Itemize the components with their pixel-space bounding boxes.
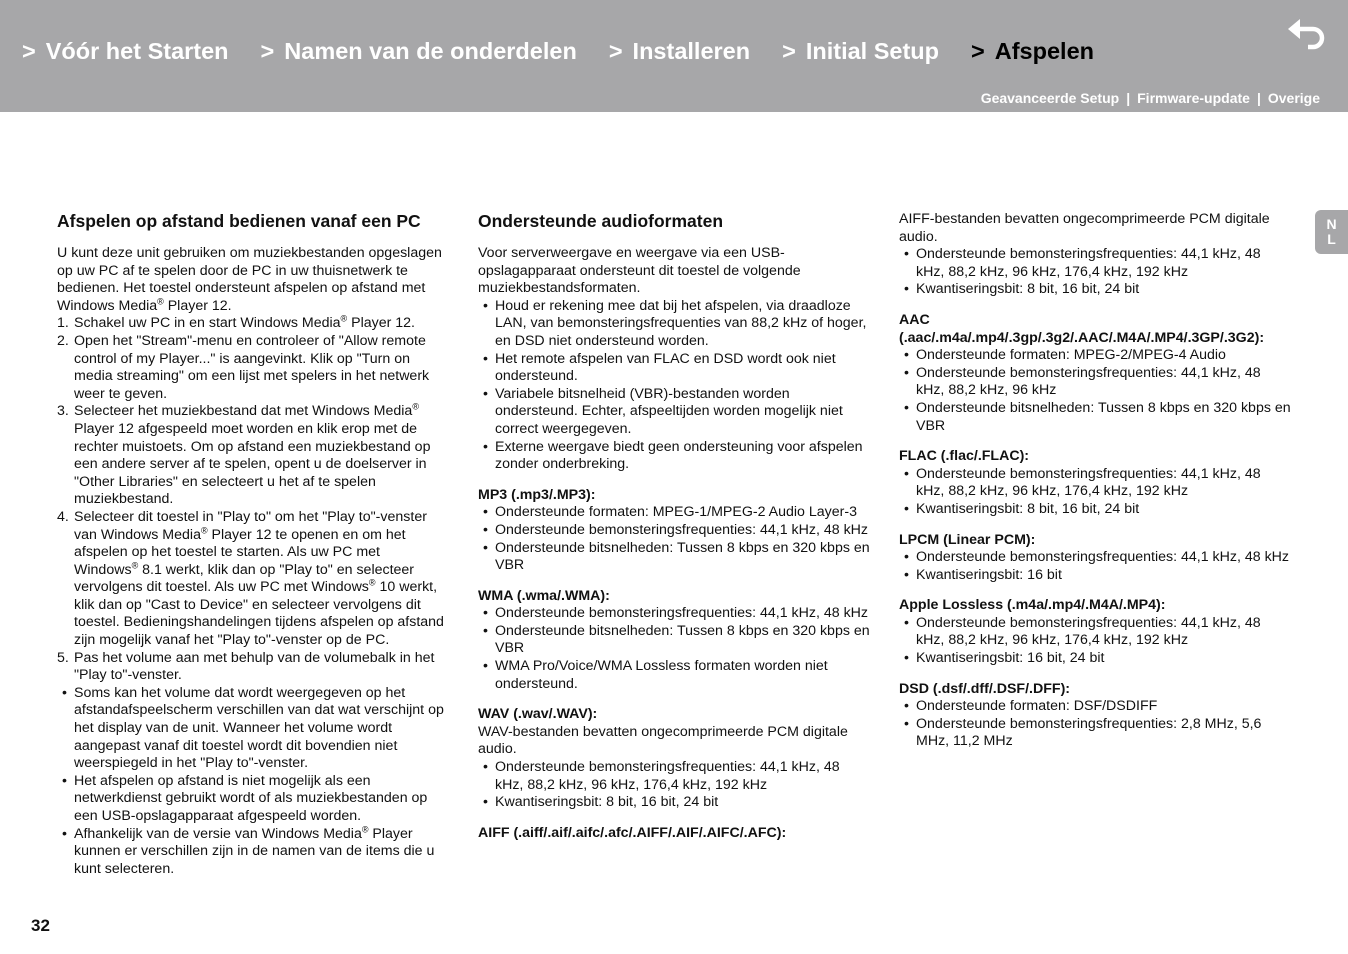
- nav-link-installeren[interactable]: [609, 38, 750, 65]
- list-item: 4. Selecteer dit toestel in "Play to" om het "Play to"-venster van Windows Media® Player 12 te openen en om het afspelen op het toestel te starten. Als uw PC met Windows® 8.1 werkt, klik dan op "Play to" en selecteer vervolgens dit toestel. Als uw PC met Windows® 10 werkt, klik dan op "Cast to Device" en selecteer vervolgens dit toestel. Bedieningshandelingen tijdens afspelen op afstand zijn mogelijk vanaf het "Play to"-venster op de PC.: [57, 509, 447, 650]
- list-item: 2. Open het "Stream"-menu en controleer of "Allow remote control of my Player..." is aangevinkt. Klik op "Turn on media streaming" om een lijst met spelers in het netwerk weer te geven.: [57, 333, 447, 403]
- notes-list: [57, 685, 447, 879]
- format-title-dsd: DSD (.dsf/.dff/.DSF/.DFF):: [899, 680, 1071, 697]
- list-item: • Ondersteunde bemonsteringsfrequenties: 44,1 kHz, 48 kHz: [899, 549, 1291, 567]
- format-list-dsd: [899, 698, 1291, 751]
- format-title-lpcm: LPCM (Linear PCM):: [899, 531, 1036, 548]
- format-list-lpcm: [899, 549, 1291, 584]
- format-title-flac: FLAC (.flac/.FLAC):: [899, 448, 1030, 465]
- nav-link-afspelen[interactable]: [971, 38, 1094, 65]
- chevron-right-icon: >: [260, 38, 275, 64]
- chevron-right-icon: >: [22, 38, 36, 64]
- lang-letter: N: [1326, 216, 1337, 232]
- sub-navigation: [981, 90, 1320, 106]
- list-item: • Het remote afspelen van FLAC en DSD wordt ook niet ondersteund.: [478, 351, 870, 386]
- list-item: • Ondersteunde bemonsteringsfrequenties: 44,1 kHz, 48 kHz, 88,2 kHz, 96 kHz, 176,4 kHz, 192 kHz: [899, 615, 1291, 650]
- nav-link-voor-het-starten[interactable]: [22, 38, 229, 65]
- nav-label: Initial Setup: [805, 38, 940, 64]
- list-item: • Afhankelijk van de versie van Windows Media® Player kunnen er verschillen zijn in de namen van de items die u kunt selecteren.: [57, 826, 447, 879]
- format-list-aiff: [899, 246, 1291, 299]
- format-title-wav: WAV (.wav/.WAV):: [478, 706, 598, 723]
- format-list-alac: [899, 615, 1291, 668]
- breadcrumb-nav: [22, 38, 1126, 65]
- format-title-aiff: AIFF (.aiff/.aif/.aifc/.afc/.AIFF/.AIF/.AIFC/.AFC):: [478, 824, 787, 841]
- list-item: • Het afspelen op afstand is niet mogelijk als een netwerkdienst gebruikt wordt of als muziekbestanden op een USB-opslagapparaat afgespeeld worden.: [57, 773, 447, 826]
- format-title-alac: Apple Lossless (.m4a/.mp4/.M4A/.MP4):: [899, 597, 1166, 614]
- list-item: • Ondersteunde bemonsteringsfrequenties: 44,1 kHz, 48 kHz, 88,2 kHz, 96 kHz, 176,4 kHz, 192 kHz: [899, 466, 1291, 501]
- format-list-mp3: [478, 504, 870, 574]
- column-audio-formats-continued: [899, 211, 1291, 751]
- list-item: • Kwantiseringsbit: 8 bit, 16 bit, 24 bit: [478, 794, 870, 812]
- format-list-flac: [899, 466, 1291, 519]
- list-item: 3. Selecteer het muziekbestand dat met Windows Media® Player 12 afgespeeld moet worden en klik erop met de rechter muistoets. Om op afstand een muziekbestand op een andere server af te spelen, opent u de doelserver in "Other Libraries" en selecteert u het af te spelen muziekbestand.: [57, 403, 447, 509]
- list-item: • Ondersteunde bitsnelheden: Tussen 8 kbps en 320 kbps en VBR: [478, 540, 870, 575]
- intro-paragraph: U kunt deze unit gebruiken om muziekbestanden opgeslagen op uw PC af te spelen door de PC in uw thuisnetwerk te bedienen. Het toestel ondersteunt afspelen op afstand met Windows Media® Player 12.: [57, 245, 442, 314]
- subnav-advanced-setup[interactable]: Geavanceerde Setup: [980, 90, 1120, 106]
- chevron-right-icon: >: [782, 38, 796, 64]
- intro-paragraph: Voor serverweergave en weergave via een USB-opslagapparaat ondersteunt dit toestel de volgende muziekbestandsformaten.: [478, 245, 801, 297]
- subnav-other[interactable]: Overige: [1267, 90, 1320, 106]
- format-list-aac: [899, 347, 1291, 435]
- steps-list: [57, 315, 447, 684]
- list-item: • Kwantiseringsbit: 16 bit, 24 bit: [899, 650, 1291, 668]
- subnav-separator: |: [1256, 90, 1261, 106]
- column-audio-formats: [478, 210, 870, 842]
- header-bar: [0, 0, 1348, 112]
- chevron-right-icon: >: [608, 38, 623, 64]
- list-item: • Ondersteunde formaten: DSF/DSDIFF: [899, 698, 1291, 716]
- format-desc-wav: WAV-bestanden bevatten ongecomprimeerde PCM digitale audio.: [478, 723, 848, 758]
- nav-link-namen-onderdelen[interactable]: [261, 38, 577, 65]
- format-title-mp3: MP3 (.mp3/.MP3):: [478, 486, 596, 503]
- return-arrow-icon[interactable]: [1286, 14, 1330, 52]
- page-number: 32: [31, 916, 50, 935]
- list-item: • Kwantiseringsbit: 16 bit: [899, 567, 1291, 585]
- nav-label: Afspelen: [994, 38, 1094, 64]
- list-item: • Ondersteunde bitsnelheden: Tussen 8 kbps en 320 kbps en VBR: [478, 623, 870, 658]
- list-item: • Variabele bitsnelheid (VBR)-bestanden worden ondersteund. Echter, afspeeltijden worden mogelijk niet correct weergegeven.: [478, 386, 870, 439]
- list-item: 1. Schakel uw PC in en start Windows Media® Player 12.: [57, 315, 447, 333]
- list-item: • Ondersteunde bemonsteringsfrequenties: 44,1 kHz, 48 kHz, 88,2 kHz, 96 kHz: [899, 365, 1291, 400]
- format-title-wma: WMA (.wma/.WMA):: [478, 587, 610, 604]
- list-item: • Ondersteunde formaten: MPEG-2/MPEG-4 Audio: [899, 347, 1291, 365]
- format-title-aac: AAC (.aac/.m4a/.mp4/.3gp/.3g2/.AAC/.M4A/.MP4/.3GP/.3G2):: [899, 311, 1265, 346]
- list-item: • Houd er rekening mee dat bij het afspelen, via draadloze LAN, van bemonsteringsfrequenties van 88,2 kHz of hoger, en DSD niet ondersteund worden.: [478, 298, 870, 351]
- list-item: 5. Pas het volume aan met behulp van de volumebalk in het "Play to"-venster.: [57, 650, 447, 685]
- list-item: • Ondersteunde bitsnelheden: Tussen 8 kbps en 320 kbps en VBR: [899, 400, 1291, 435]
- list-item: • Ondersteunde bemonsteringsfrequenties: 44,1 kHz, 48 kHz: [478, 605, 870, 623]
- section-heading: Afspelen op afstand bedienen vanaf een PC: [57, 211, 421, 231]
- list-item: • Ondersteunde bemonsteringsfrequenties: 2,8 MHz, 5,6 MHz, 11,2 MHz: [899, 716, 1291, 751]
- list-item: • Ondersteunde formaten: MPEG-1/MPEG-2 Audio Layer-3: [478, 504, 870, 522]
- format-desc-aiff: AIFF-bestanden bevatten ongecomprimeerde PCM digitale audio.: [899, 211, 1270, 245]
- list-item: • Kwantiseringsbit: 8 bit, 16 bit, 24 bit: [899, 501, 1291, 519]
- chevron-right-icon: >: [971, 38, 985, 64]
- column-remote-playback: [57, 210, 447, 878]
- list-item: • Ondersteunde bemonsteringsfrequenties: 44,1 kHz, 48 kHz: [478, 522, 870, 540]
- nav-label: Namen van de onderdelen: [284, 38, 577, 64]
- list-item: • Soms kan het volume dat wordt weergegeven op het afstandafspeelscherm verschillen van dat wat verschijnt op het display van de unit. Wanneer het volume wordt aangepast vanaf dit toestel wordt dit bovendien niet weerspiegeld in het "Play to"-venster.: [57, 685, 447, 773]
- list-item: • Externe weergave biedt geen ondersteuning voor afspelen zonder onderbreking.: [478, 439, 870, 474]
- format-list-wav: [478, 759, 870, 812]
- nav-label: Installeren: [632, 38, 751, 64]
- format-list-wma: [478, 605, 870, 693]
- language-tab: [1315, 210, 1348, 254]
- list-item: • Ondersteunde bemonsteringsfrequenties: 44,1 kHz, 48 kHz, 88,2 kHz, 96 kHz, 176,4 kHz, 192 kHz: [478, 759, 870, 794]
- lang-letter: L: [1327, 231, 1336, 247]
- nav-link-initial-setup[interactable]: [782, 38, 939, 65]
- list-item: • WMA Pro/Voice/WMA Lossless formaten worden niet ondersteund.: [478, 658, 870, 693]
- subnav-firmware-update[interactable]: Firmware-update: [1137, 90, 1250, 106]
- list-item: • Ondersteunde bemonsteringsfrequenties: 44,1 kHz, 48 kHz, 88,2 kHz, 96 kHz, 176,4 kHz, 192 kHz: [899, 246, 1291, 281]
- notes-list: [478, 298, 870, 474]
- section-heading: Ondersteunde audioformaten: [478, 211, 724, 231]
- subnav-separator: |: [1126, 90, 1131, 106]
- list-item: • Kwantiseringsbit: 8 bit, 16 bit, 24 bit: [899, 281, 1291, 299]
- nav-label: Vóór het Starten: [45, 38, 229, 64]
